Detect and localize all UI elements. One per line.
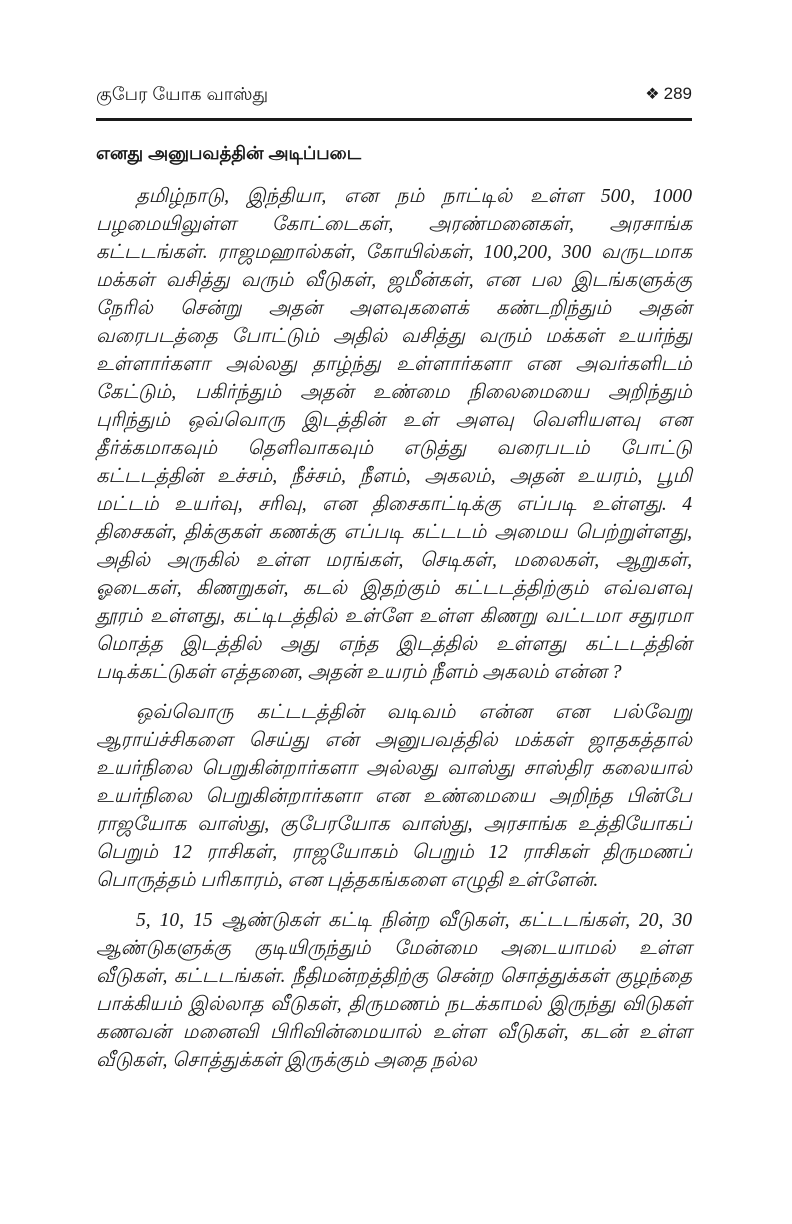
paragraph: ஒவ்வொரு கட்டடத்தின் வடிவம் என்ன என பல்வேறு ஆராய்ச்சிகளை செய்து என் அனுபவத்தில் மக்கள் ஜாதகத்தால் உயர்நிலை பெறுகின்றார்களா அல்லது வாஸ்து சாஸ்திர கலையால் உயர்நிலை பெறுகின்றார்களா என உண்மையை அறிந்த பின்பே ராஜயோக வாஸ்து, குபேரயோக வாஸ்து, அரசாங்க உத்தியோகப் பெறும் 12 ராசிகள், ராஜயோகம் பெறும் 12 ராசிகள் திருமணப் பொருத்தம் பரிகாரம், என புத்தகங்களை எழுதி உள்ளேன். bbox=[96, 702, 692, 891]
ornament-diamond-icon: ❖ bbox=[645, 86, 660, 103]
header-rule bbox=[96, 118, 692, 121]
section-heading: எனது அனுபவத்தின் அடிப்படை bbox=[96, 143, 362, 163]
paragraph: 5, 10, 15 ஆண்டுகள் கட்டி நின்ற வீடுகள், கட்டடங்கள், 20, 30 ஆண்டுகளுக்கு குடியிருந்தும் மேன்மை அடையாமல் உள்ள வீடுகள், கட்டடங்கள். நீதிமன்றத்திற்கு சென்ற சொத்துக்கள் குழந்தை பாக்கியம் இல்லாத வீடுகள், திருமணம் நடக்காமல் இருந்து விடுகள் கணவன் மனைவி பிரிவின்மையால் உள்ள வீடுகள், கடன் உள்ள வீடுகள், சொத்துக்கள் இருக்கும் அதை நல்ல bbox=[96, 910, 692, 1071]
body-text bbox=[96, 183, 692, 1087]
page-number-block bbox=[645, 84, 692, 104]
page-number: 289 bbox=[663, 84, 692, 103]
running-header bbox=[96, 84, 692, 114]
paragraph: தமிழ்நாடு, இந்தியா, என நம் நாட்டில் உள்ள 500, 1000 பழமையிலுள்ள கோட்டைகள், அரண்மனைகள், அரசாங்க கட்டடங்கள். ராஜமஹால்கள், கோயில்கள், 100,200, 300 வருடமாக மக்கள் வசித்து வரும் வீடுகள், ஜமீன்கள், என பல இடங்களுக்கு நேரில் சென்று அதன் அளவுகளைக் கண்டறிந்தும் அதன் வரைபடத்தை போட்டும் அதில் வசித்து வரும் மக்கள் உயர்ந்து உள்ளார்களா அல்லது தாழ்ந்து உள்ளார்களா என அவர்களிடம் கேட்டும், பகிர்ந்தும் அதன் உண்மை நிலைமையை அறிந்தும் புரிந்தும் ஒவ்வொரு இடத்தின் உள் அளவு வெளியளவு என தீர்க்கமாகவும் தெளிவாகவும் எடுத்து வரைபடம் போட்டு கட்டடத்தின் உச்சம், நீச்சம், நீளம், அகலம், அதன் உயரம், பூமி மட்டம் உயர்வு, சரிவு, என திசைகாட்டிக்கு எப்படி உள்ளது. 4 திசைகள், திக்குகள் கணக்கு எப்படி கட்டடம் அமைய பெற்றுள்ளது, அதில் அருகில் உள்ள மரங்கள், செடிகள், மலைகள், ஆறுகள், ஓடைகள், கிணறுகள், கடல் இதற்கும் கட்டடத்திற்கும் எவ்வளவு தூரம் உள்ளது, கட்டிடத்தில் உள்ளே உள்ள கிணறு வட்டமா சதுரமா மொத்த இடத்தில் அது எந்த இடத்தில் உள்ளது கட்டடத்தின் படிக்கட்டுகள் எத்தனை, அதன் உயரம் நீளம் அகலம் என்ன ? bbox=[96, 186, 692, 683]
running-title: குபேர யோக வாஸ்து bbox=[96, 84, 269, 104]
